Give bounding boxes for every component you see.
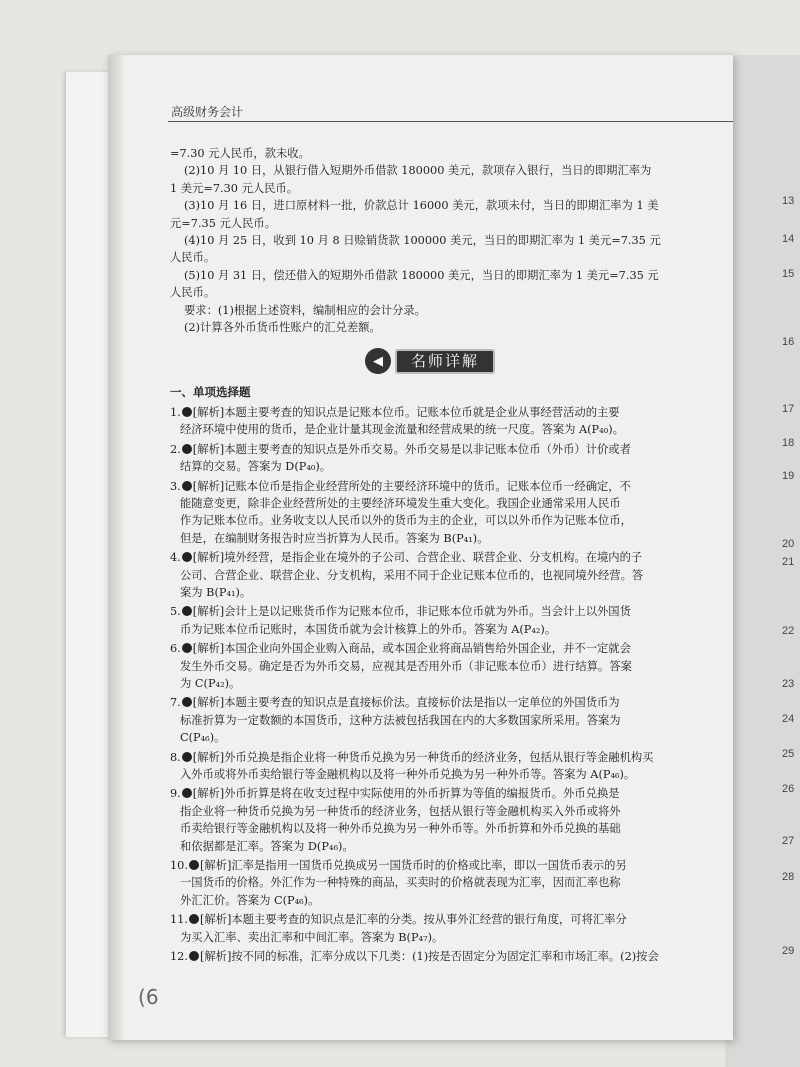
answer-text: 为买入汇率、卖出汇率和中间汇率。答案为 B(P₄₇)。 [180,930,444,944]
exercise-line: (3)10 月 16 日，进口原材料一批，价款总计 16000 美元，款项未付，当日的即期汇率为 1 美 [184,199,659,213]
pencil-icon [182,481,192,491]
answer-text: 和依据都是汇率。答案为 D(P₄₆)。 [180,839,354,853]
book-page [108,55,733,1040]
pencil-icon [182,444,192,454]
answer-text: 一国货币的价格。外汇作为一种特殊的商品，买卖时的价格就表现为汇率，因而汇率也称 [180,876,621,890]
answer-number: 7. [170,696,181,710]
answer-text: [解析]外币折算是将在收支过程中实际使用的外币折算为等值的编报货币。外币兑换是 [192,787,620,801]
pencil-icon [182,643,192,653]
exercise-line: 1 美元=7.30 元人民币。 [170,181,299,195]
pencil-icon [182,697,192,707]
answer-number: 8. [170,750,181,764]
exercise-text [170,145,730,336]
adjacent-page-number: 16 [782,336,795,348]
answer-text: [解析]本题主要考查的知识点是记账本位币。记账本位币就是企业从事经营活动的主要 [192,405,620,419]
pencil-icon [182,606,192,616]
answer-number: 1. [170,405,181,419]
answer-text: 结算的交易。答案为 D(P₄₀)。 [180,460,332,474]
exercise-line: 人民币。 [170,286,216,300]
answer-number: 5. [170,605,181,619]
answer-text: [解析]本题主要考查的知识点是外币交易。外币交易是以非记账本位币（外币）计价或者 [192,442,631,456]
adjacent-page-number: 29 [782,945,795,957]
answer-text: C(P₄₆)。 [180,731,226,745]
answer-text: [解析]记账本位币是指企业经营所处的主要经济环境中的货币。记账本位币一经确定，不 [192,479,631,493]
answer-item [170,441,730,476]
answer-item [170,749,730,784]
adjacent-page-number: 25 [782,748,795,760]
answer-number: 11. [170,913,188,927]
answer-list [170,404,730,966]
pencil-icon [189,860,199,870]
answer-text: 外汇汇价。答案为 C(P₄₆)。 [180,893,320,907]
answer-number: 3. [170,479,181,493]
answer-item [170,603,730,638]
answer-item [170,911,730,946]
answer-text: 入外币或将外币卖给银行等金融机构以及将一种外币兑换为另一种外币等。答案为 A(P₄₆)。 [180,768,636,781]
adjacent-page-number: 13 [782,195,795,207]
answer-text: 发生外币交易。确定是否为外币交易，应视其是否用外币（非记账本位币）进行结算。答案 [180,659,632,673]
answer-item [170,694,730,746]
page-content [170,145,730,965]
answer-text: [解析]按不同的标准，汇率分成以下几类：(1)按是否固定分为固定汇率和市场汇率。(2)按会 [199,950,659,964]
adjacent-page-number: 20 [782,538,795,550]
exercise-line: (2)计算各外币货币性账户的汇兑差额。 [184,321,381,335]
answer-text: 作为记账本位币。业务收支以人民币以外的货币为主的企业，可以以外币作为记账本位币， [180,514,632,528]
answer-text: 能随意变更，除非企业经营所处的主要经济环境发生重大变化。我国企业通常采用人民币 [180,496,621,510]
pencil-icon [189,914,199,924]
answer-text: 为 C(P₄₂)。 [180,676,241,690]
adjacent-page-number: 24 [782,713,795,725]
adjacent-page-number: 26 [782,783,795,795]
section-banner [365,348,730,374]
page-number-value: 6 [145,985,159,1009]
adjacent-page-number: 18 [782,437,795,449]
answer-number: 9. [170,787,181,801]
adjacent-page-number: 22 [782,625,795,637]
answer-text: [解析]汇率是指用一国货币兑换成另一国货币时的价格或比率，即以一国货币表示的另 [199,859,627,873]
page-header-title: 高级财务会计 [171,105,244,119]
answer-text: [解析]会计上是以记账货币作为记账本位币，非记账本位币就为外币。当会计上以外国货 [192,605,631,619]
section-title: 一、单项选择题 [170,385,251,400]
page-binding-shadow [108,55,124,1040]
answer-text: 币为记账本位币记账时，本国货币就为会计核算上的外币。答案为 A(P₄₂)。 [180,622,557,636]
answer-number: 2. [170,442,181,456]
answer-text: [解析]本国企业向外国企业购入商品，或本国企业将商品销售给外国企业，并不一定就会 [192,642,631,656]
exercise-line: (4)10 月 25 日，收到 10 月 8 日赊销货款 100000 美元，当日的即期汇率为 1 美元=7.35 元 [184,234,661,248]
answer-text: 标准折算为一定数额的本国货币，这种方法被包括我国在内的大多数国家所采用。答案为 [180,713,621,727]
exercise-line: 元=7.35 元人民币。 [170,216,276,230]
answer-item [170,857,730,909]
exercise-line: =7.30 元人民币，款未收。 [170,147,310,160]
answer-text: 案为 B(P₄₁)。 [180,585,252,599]
pencil-icon [182,552,192,562]
answer-item [170,785,730,855]
answer-text: 但是，在编制财务报告时应当折算为人民币。答案为 B(P₄₁)。 [180,531,489,545]
adjacent-page-number: 14 [782,233,795,245]
header-rule [168,121,733,122]
answer-item [170,948,730,965]
answer-text: 经济环境中使用的货币，是企业计量其现金流量和经营成果的统一尺度。答案为 A(P₄₀)。 [180,423,624,437]
answer-item [170,478,730,548]
answer-number: 10. [170,859,188,873]
answer-text: [解析]外币兑换是指企业将一种货币兑换为另一种货币的经济业务，包括从银行等金融机构买 [192,750,654,764]
banner-label: 名师详解 [395,349,495,374]
answer-number: 6. [170,642,181,656]
adjacent-page-number: 28 [782,871,795,883]
answer-text: 币卖给银行等金融机构以及将一种外币兑换为另一种外币等。外币折算和外币兑换的基础 [180,822,621,836]
adjacent-page-number: 27 [782,835,795,847]
answer-text: 公司、合营企业、联营企业、分支机构，采用不同于企业记账本位币的，也视同境外经营。答 [180,568,644,582]
exercise-line: 要求：(1)根据上述资料，编制相应的会计分录。 [184,303,426,317]
speaker-icon: ◀ [365,348,391,374]
answer-item [170,549,730,601]
answer-text: [解析]本题主要考查的知识点是直接标价法。直接标价法是指以一定单位的外国货币为 [192,696,620,710]
exercise-line: (2)10 月 10 日，从银行借入短期外币借款 180000 美元，款项存入银行，当日的即期汇率为 [184,164,652,178]
answer-number: 4. [170,551,181,565]
answer-item [170,404,730,439]
answer-text: [解析]境外经营，是指企业在境外的子公司、合营企业、联营企业、分支机构。在境内的子 [192,551,643,565]
answer-text: [解析]本题主要考查的知识点是汇率的分类。按从事外汇经营的银行角度，可将汇率分 [199,913,627,927]
adjacent-page-number: 17 [782,403,795,415]
pencil-icon [182,407,192,417]
exercise-line: 人民币。 [170,251,216,265]
pencil-icon [182,752,192,762]
adjacent-page-number: 19 [782,470,795,482]
adjacent-page-number: 21 [782,556,795,568]
adjacent-page-number: 23 [782,678,795,690]
page-number: (6 [138,985,159,1009]
exercise-line: (5)10 月 31 日，偿还借入的短期外币借款 180000 美元，当日的即期汇率为 1 美元=7.35 元 [184,268,659,282]
pencil-icon [189,951,199,961]
answer-text: 指企业将一种货币兑换为另一种货币的经济业务，包括从银行等金融机构买入外币或将外 [180,804,621,818]
answer-item [170,640,730,692]
adjacent-page-number: 15 [782,268,795,280]
pencil-icon [182,788,192,798]
answer-number: 12. [170,950,188,964]
